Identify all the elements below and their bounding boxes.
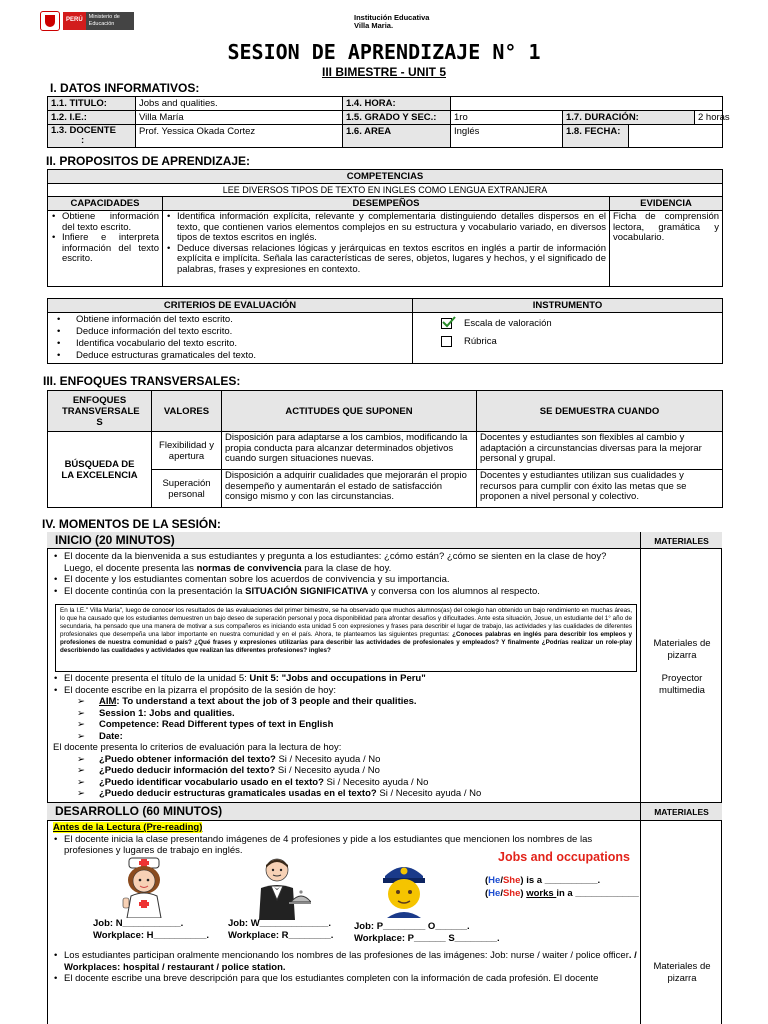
capacidad-item: • Infiere e interpreta información del texto escrito. (51, 233, 159, 265)
police-officer-icon (379, 860, 429, 918)
desarrollo-bullet: • El docente escribe una breve descripción para que los estudiantes completen con la información de cada profesión. El docente (53, 973, 638, 985)
competence-line: ➢ Competence: Read Different types of text in English (53, 719, 638, 731)
criterio-question: ➢ ¿Puedo obtener información del texto? Si / Necesito ayuda / No (53, 754, 638, 766)
proposito-bullet: • El docente escribe en la pizarra el propósito de la sesión de hoy: (53, 685, 638, 697)
materiales-header: MATERIALES (654, 536, 709, 546)
inicio-title: INICIO (20 MINUTOS) (55, 533, 175, 547)
momentos-table (47, 532, 722, 1024)
jobs-title: Jobs and occupations (498, 850, 630, 864)
momentos-heading: IV. MOMENTOS DE LA SESIÓN: (42, 517, 221, 531)
criterio-question: ➢ ¿Puedo deducir información del texto? Si / Necesito ayuda / No (53, 765, 638, 777)
minedu-logo (40, 10, 152, 32)
materiales-inicio-1: Materiales de pizarra (653, 638, 711, 661)
job-caption-3: Job: P________ O______. Workplace: P______ S________. (354, 921, 500, 944)
datos-heading: I. DATOS INFORMATIVOS: (50, 81, 200, 95)
waiter-icon (247, 856, 311, 920)
peru-shield-icon (40, 11, 60, 31)
criterio-item: • Deduce información del texto escrito. (56, 326, 409, 338)
aim-line: ➢ AIM: To understand a text about the job of 3 people and their qualities. (53, 696, 638, 708)
inicio-bullet: • El docente y los estudiantes comentan sobre los acuerdos de convivencia y su importancia. (53, 574, 638, 586)
sentence-frames: (He/She) is a __________. (He/She) works in a ____________ (485, 875, 639, 899)
desarrollo-title: DESARROLLO (60 MINUTOS) (55, 804, 223, 818)
pre-reading-label: Antes de la Lectura (Pre-reading) (53, 822, 203, 833)
logo-peru-label: PERÚ (63, 12, 86, 30)
desempeno-item: • Deduce diversas relaciones lógicas y jerárquicas en textos escritos en inglés a partir de información explícita e implícita. Señala las características de seres, objetos, lugares y hechos, y el significado de palabras, frases y expresiones en contexto. (166, 244, 606, 276)
enfoques-table: ENFOQUES TRANSVERSALE S VALORES ACTITUDES QUE SUPONEN SE DEMUESTRA CUANDO BÚSQUEDA DE LA EXCELENCIA Flexibilidad y apertura Disposición para adaptarse a los cambios, modificando la propia conducta para alcanzar determinados objetivos cuando surgen situaciones nuevas. Docentes y estudiantes son flexibles al cambio y adaptación a circunstancias diversas para la mejorar personal y grupal. Superación personal Disposición a adquirir cualidades que mejorarán el propio desempeño y aumentarán el estado de satisfacción consigo mismo y con las circunstancias. Docentes y estudiantes utilizan sus cualidades y recursos para cumplir con éxito las metas que se proponen a nivel personal y colectivo. (47, 390, 722, 508)
institution-name: Institución Educativa Villa Maria. (354, 13, 430, 30)
criterios-table: CRITERIOS DE EVALUACIÓN INSTRUMENTO • Obtiene información del texto escrito. • Deduce información del texto escrito. • Identifica vocabulario del texto escrito. • Deduce estructuras gramaticales del texto. Escala de valoración Rúbrica (47, 298, 722, 364)
criterios-line: El docente presenta lo criterios de evaluación para la lectura de hoy: (53, 742, 342, 753)
unit-bullet: • El docente presenta el título de la unidad 5: Unit 5: "Jobs and occupations in Peru" (53, 673, 638, 685)
desempeno-item: • Identifica información explícita, relevante y complementaria distinguiendo detalles dispersos en el texto, que contienen varios elementos complejos en su estructura y vocabulario variado, en diversos tipos de textos escritos en inglés. (166, 212, 606, 244)
criterio-item: • Obtiene información del texto escrito. (56, 314, 409, 326)
inicio-bullet: • El docente continúa con la presentación la SITUACIÓN SIGNIFICATIVA y conversa con los alumnos al respecto. (53, 586, 638, 598)
nurse-icon (115, 856, 173, 918)
page-title: SESION DE APRENDIZAJE N° 1 (227, 40, 541, 64)
capacidad-item: • Obtiene información del texto escrito. (51, 212, 159, 233)
desarrollo-bullet: • El docente inicia la clase presentando imágenes de 4 profesiones y pide a los estudiantes que mencionen los nombres de las profesiones y lugares de trabajo en inglés. (53, 834, 593, 857)
session-line: ➢ Session 1: Jobs and qualities. (53, 708, 638, 720)
datos-table: 1.1. TITULO: Jobs and qualities. 1.4. HORA: 1.2. I.E.: Villa María 1.5. GRADO Y SEC.: 1ro 1.7. DURACIÓN: 2 horas 1.3. DOCENTE : Prof. Yessica Okada Cortez 1.6. AREA Inglés 1.8. FECHA: (47, 96, 722, 148)
materiales-inicio-2: Proyector multimedia (659, 673, 705, 696)
logo-minedu-label: Ministerio de Educación (86, 12, 134, 30)
materiales-desarrollo: Materiales de pizarra (653, 961, 711, 984)
job-caption-1: Job: N___________. Workplace: H__________. (93, 918, 210, 941)
job-caption-2: Job: W_____________. Workplace: R________. (228, 918, 334, 941)
page-subtitle: III BIMESTRE - UNIT 5 (321, 65, 446, 79)
desarrollo-bullet: • Los estudiantes participan oralmente mencionando los nombres de las profesiones de las imágenes: Job: nurse / waiter / police officer. / Workplaces: hospital / restaurant / police station. (53, 950, 638, 973)
criterio-question: ➢ ¿Puedo identificar vocabulario usado en el texto? Si / Necesito ayuda / No (53, 777, 638, 789)
checkbox-checked-icon[interactable] (441, 318, 452, 329)
checkbox-empty-icon[interactable] (441, 336, 452, 347)
situacion-significativa-box: En la I.E." Villa María", luego de conocer los resultados de las evaluaciones del primer bimestre, se ha observado que muchos alumnos(as) del colegio han obtenido un bajo rendimiento en muchas áreas, lo que ha causado que los estudiantes demuestren un bajo deseo de superación personal y poca disponibilidad para afrontar desafíos y dificultades. Ante esta situación, Josue, un estudiante del 1° año de secundaria, ha pensado que una manera de motivar a sus compañeros es iniciando esta unidad 5 con expresiones y frases para describir el lugar de trabajo, las actividades y las cualidades de diferentes profesionales que desempeña una labor importante en nuestra comunidad y en el país. Ahora, te planteamos las siguientes preguntas: ¿Conoces palabras en inglés para describir los empleos y profesiones de nuestra comunidad o país? ¿Qué frases y expresiones utilizarías para describir las actividades de profesionales y empleados? Y finalmente ¿Podrías realizar un role-play describiendo las cualidades y actividades que realizan las diferentes profesiones? ingles? (55, 604, 637, 672)
criterio-item: • Identifica vocabulario del texto escrito. (56, 338, 409, 350)
enfoques-heading: III. ENFOQUES TRANSVERSALES: (43, 374, 241, 388)
date-line: ➢ Date: (53, 731, 638, 743)
criterio-question: ➢ ¿Puedo deducir estructuras gramaticales usadas en el texto? Si / Necesito ayuda / No (53, 788, 638, 800)
materiales-header-2: MATERIALES (654, 807, 709, 817)
propositos-table: COMPETENCIAS LEE DIVERSOS TIPOS DE TEXTO EN INGLES COMO LENGUA EXTRANJERA CAPACIDADES DESEMPEÑOS EVIDENCIA • Obtiene información del texto escrito. • Infiere e interpreta información del texto escrito. • Identifica información explícita, relevante y complementaria distinguiendo detalles dispersos en el texto, que contienen varios elementos complejos en su estructura y vocabulario variado, en diversos tipos de textos escritos en inglés. • Deduce diversas relaciones lógicas y jerárquicas en textos escritos en inglés a partir de información explícita e implícita. Señala las características de seres, objetos, lugares y hechos, y el significado de palabras, frases y expresiones en contexto. Ficha de comprensión lectora, gramática y vocabulario. (47, 169, 722, 287)
inicio-bullet: • El docente da la bienvenida a sus estudiantes y pregunta a los estudiantes: ¿cómo están? ¿cómo se sienten en la clase de hoy? Luego, el docente presenta las normas de convivencia para la clase de hoy. (53, 551, 638, 574)
propositos-heading: II. PROPOSITOS DE APRENDIZAJE: (46, 154, 251, 168)
criterio-item: • Deduce estructuras gramaticales del texto. (56, 350, 409, 362)
